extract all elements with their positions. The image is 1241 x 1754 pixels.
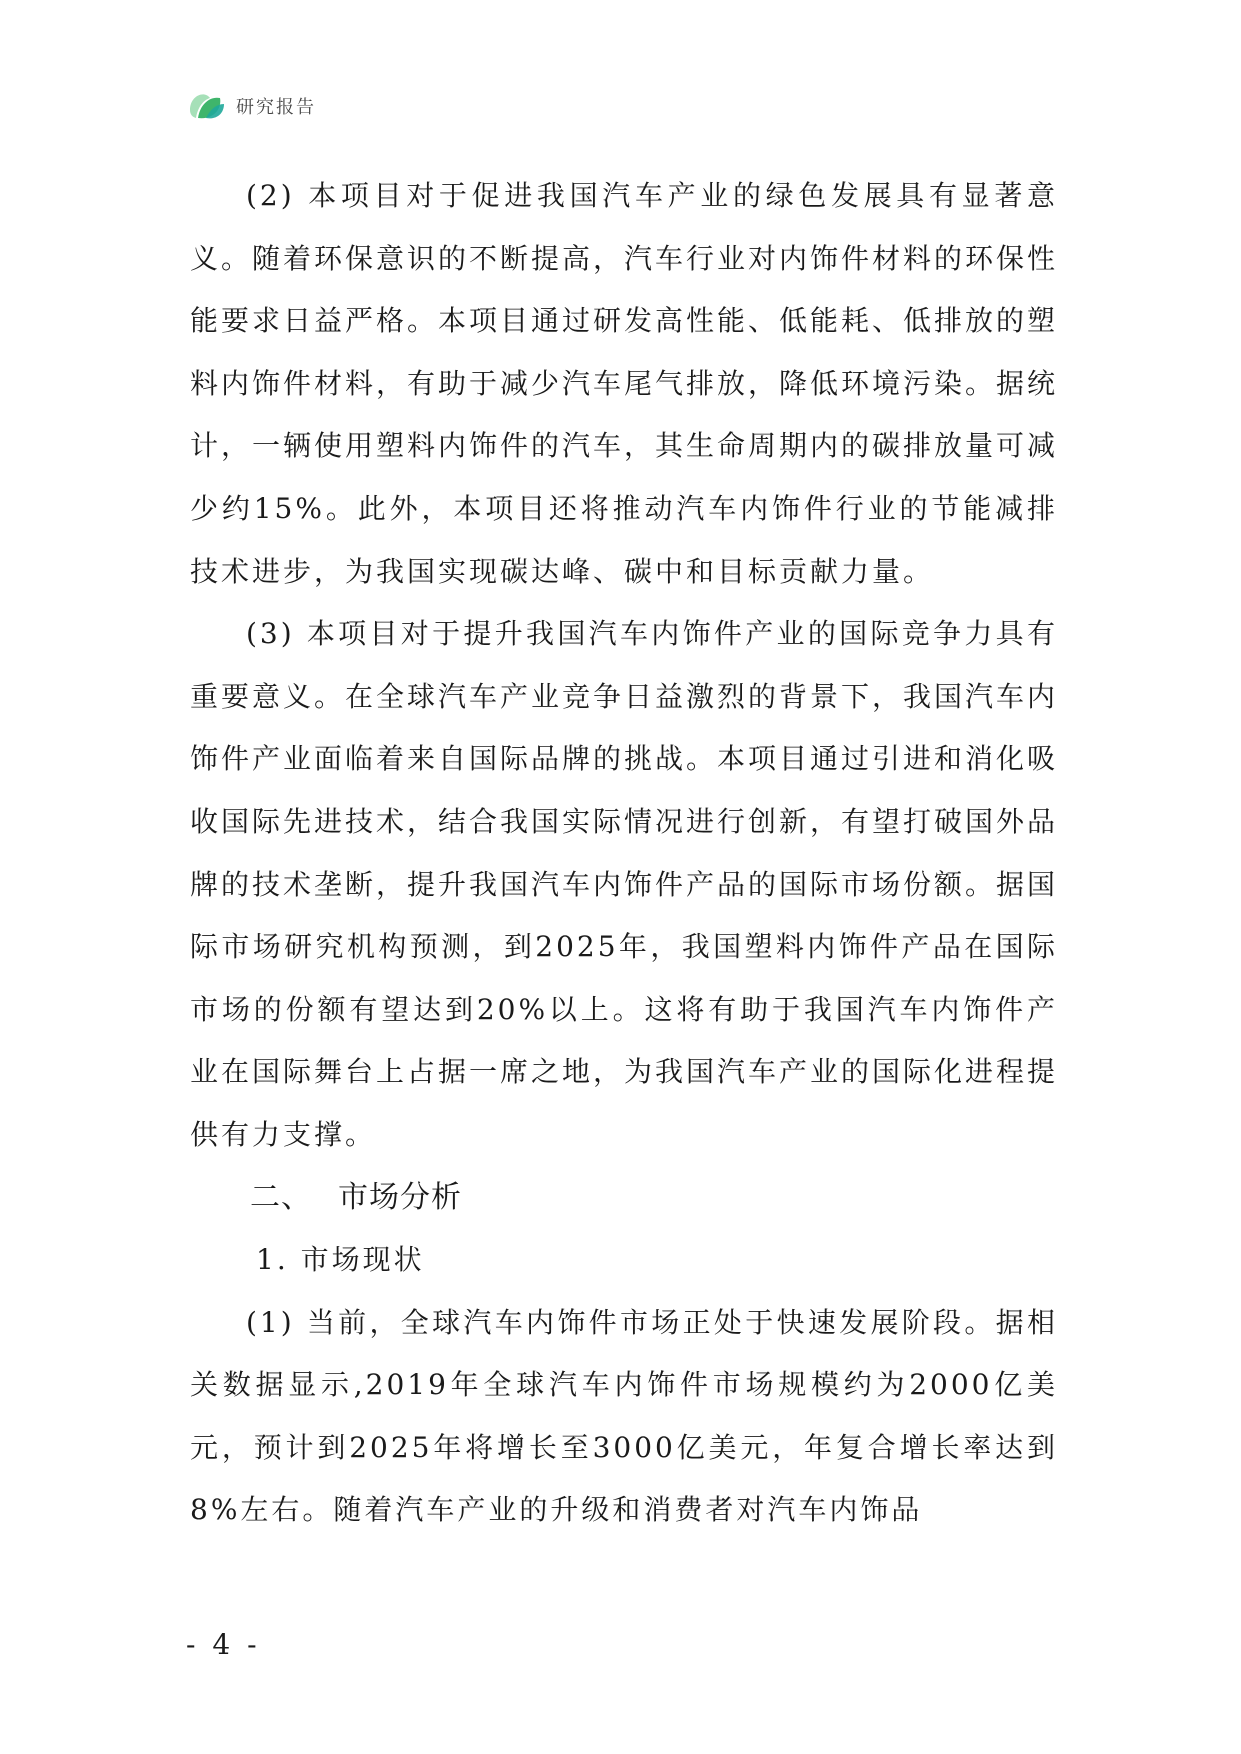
subsection-heading: 1. 市场现状 [256,1243,425,1277]
page-number: - 4 - [186,1628,261,1661]
paragraph-3: (3) 本项目对于提升我国汽车内饰件产业的国际竞争力具有重要意义。在全球汽车产业竞争日益激烈的背景下，我国汽车内饰件产业面临着来自国际品牌的挑战。本项目通过引进和消化吸收国际先进技术，结合我国实际情况进行创新，有望打破国外品牌的技术垄断，提升我国汽车内饰件产品的国际市场份额。据国际市场研究机构预测，到2025年，我国塑料内饰件产品在国际市场的份额有望达到20%以上。这将有助于我国汽车内饰件产业在国际舞台上占据一席之地，为我国汽车产业的国际化进程提供有力支撑。 [190,617,1059,1151]
document-body [190,165,1058,1542]
section-number: 二、 [250,1179,312,1215]
paragraph-2: (2) 本项目对于促进我国汽车产业的绿色发展具有显著意义。随着环保意识的不断提高，汽车行业对内饰件材料的环保性能要求日益严格。本项目通过研发高性能、低能耗、低排放的塑料内饰件材料，有助于减少汽车尾气排放，降低环境污染。据统计，一辆使用塑料内饰件的汽车，其生命周期内的碳排放量可减少约15%。此外，本项目还将推动汽车内饰件行业的节能减排技术进步，为我国实现碳达峰、碳中和目标贡献力量。 [190,179,1059,588]
page-header [186,88,316,124]
report-label: 研究报告 [236,97,316,118]
paragraph-market-1: (1) 当前，全球汽车内饰件市场正处于快速发展阶段。据相关数据显示,2019年全球汽车内饰件市场规模约为2000亿美元，预计到2025年将增长至3000亿美元，年复合增长率达到8%左右。随着汽车产业的升级和消费者对汽车内饰品 [190,1305,1058,1527]
section-title: 市场分析 [338,1179,462,1215]
section-heading [190,1167,1058,1230]
leaf-logo-icon [186,88,226,124]
